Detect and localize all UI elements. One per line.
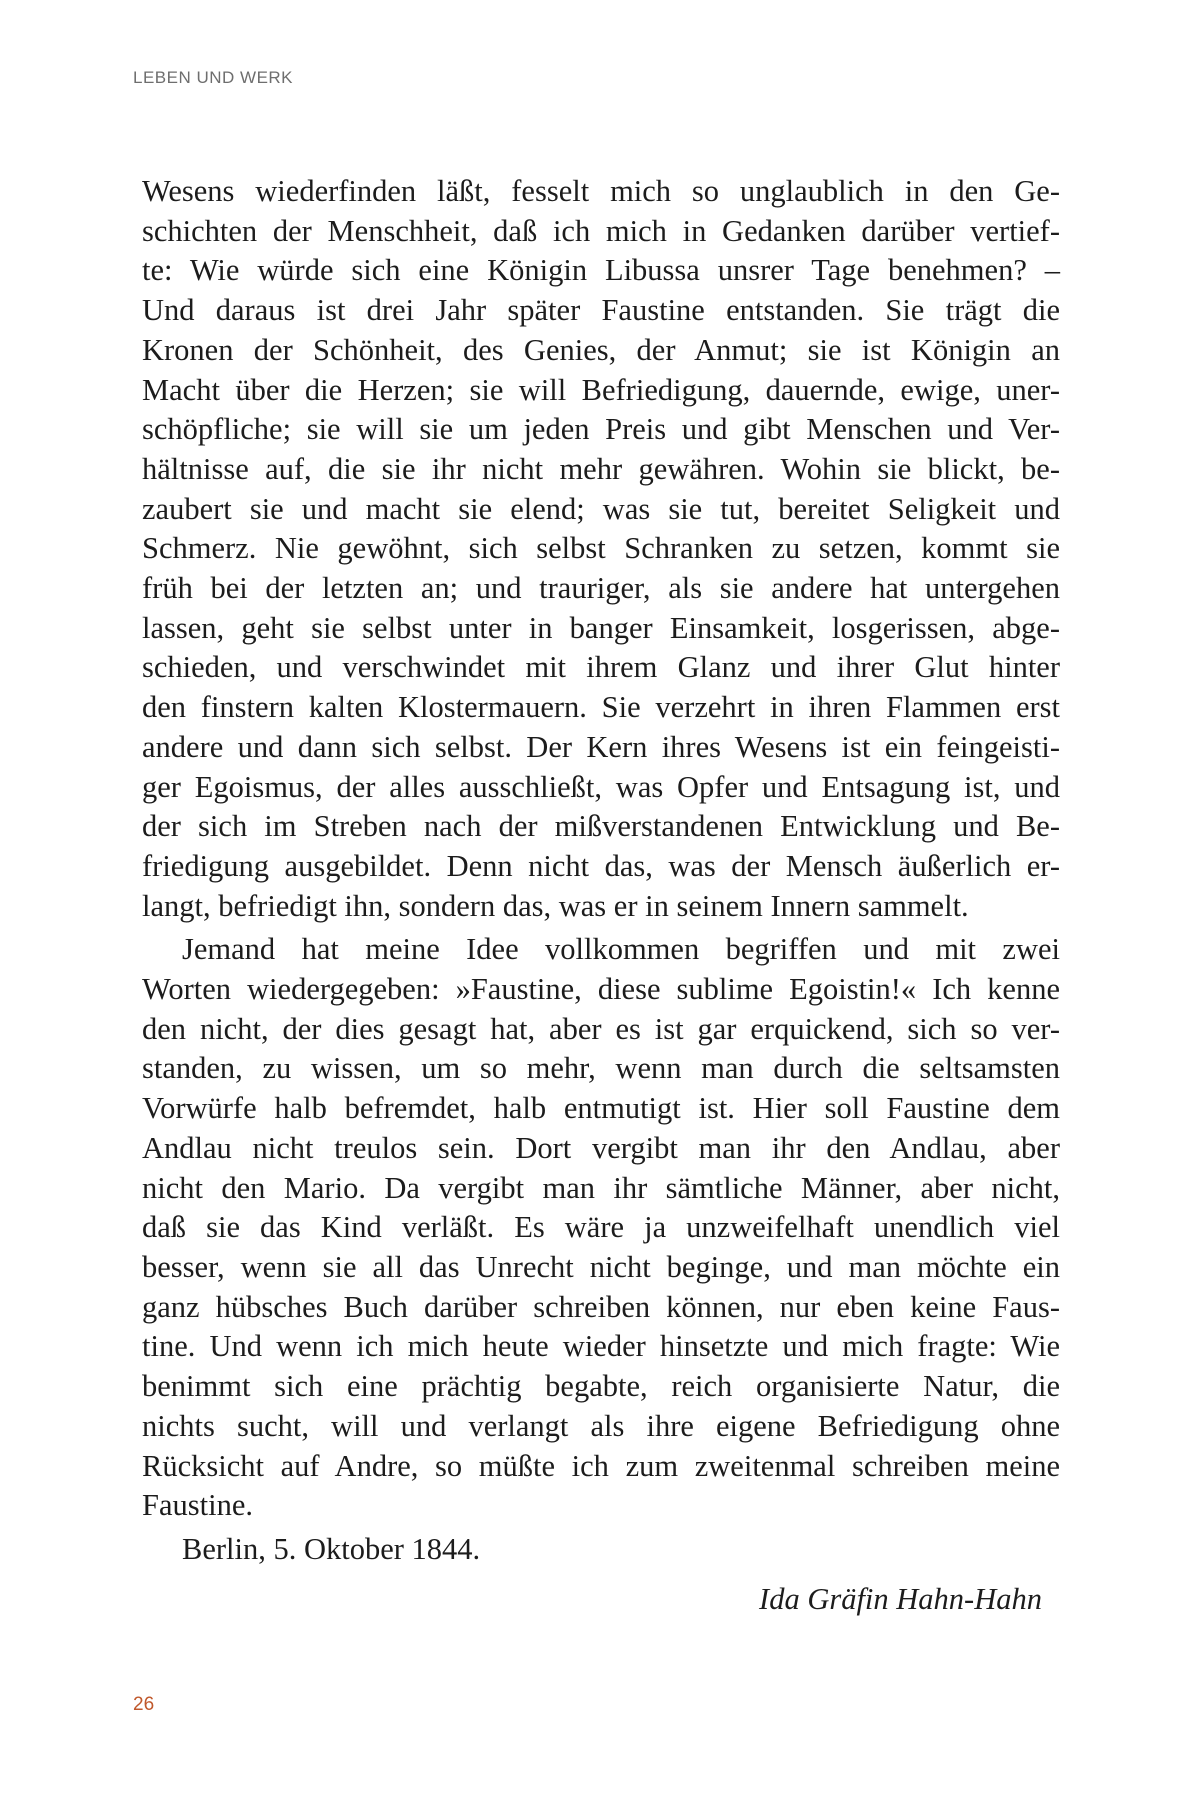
text-line: andere und dann sich selbst. Der Kern ihres Wesens ist ein feingeisti- [142,729,1060,764]
text-line: nichts sucht, will und verlangt als ihre eigene Befriedigung ohne [142,1408,1060,1443]
text-line: Kronen der Schönheit, des Genies, der Anmut; sie ist Königin an [142,332,1060,367]
text-line: früh bei der letzten an; und trauriger, als sie andere hat untergehen [142,571,1060,606]
body-text [142,172,1060,1619]
text-line: den finstern kalten Klostermauern. Sie verzehrt in ihren Flammen erst [142,690,1060,725]
text-line: te: Wie würde sich eine Königin Libussa unsrer Tage benehmen? – [142,253,1060,288]
text-line: Macht über die Herzen; sie will Befriedigung, dauernde, ewige, uner- [142,372,1060,407]
text-line: ganz hübsches Buch darüber schreiben können, nur eben keine Faus- [142,1289,1060,1324]
signature: Ida Gräfin Hahn-Hahn [759,1581,1042,1616]
text-line: lassen, geht sie selbst unter in banger Einsamkeit, losgerissen, abge- [142,610,1060,645]
text-line: Vorwürfe halb befremdet, halb entmutigt ist. Hier soll Faustine dem [142,1091,1060,1126]
text-line: schichten der Menschheit, daß ich mich in Gedanken darüber vertief- [142,213,1060,248]
text-line: nicht den Mario. Da vergibt man ihr sämtliche Männer, aber nicht, [142,1170,1060,1205]
text-line: schieden, und verschwindet mit ihrem Glanz und ihrer Glut hinter [142,650,1060,685]
text-line: Rücksicht auf Andre, so müßte ich zum zweitenmal schreiben meine [142,1448,1060,1483]
text-line: Wesens wiederfinden läßt, fesselt mich so unglaublich in den Ge- [142,174,1060,208]
text-line: Andlau nicht treulos sein. Dort vergibt man ihr den Andlau, aber [142,1130,1060,1165]
text-line: den nicht, der dies gesagt hat, aber es ist gar erquickend, sich so ver- [142,1011,1060,1046]
running-head: LEBEN UND WERK [133,68,294,87]
text-line: Worten wiedergegeben: »Faustine, diese sublime Egoistin!« Ich kenne [142,972,1060,1007]
text-line: Und daraus ist drei Jahr später Faustine entstanden. Sie trägt die [142,293,1060,328]
paragraph-1 [142,172,1060,926]
text-line: zaubert sie und macht sie elend; was sie tut, bereitet Seligkeit und [142,491,1060,526]
text-line: schöpfliche; sie will sie um jeden Preis und gibt Menschen und Ver- [142,412,1060,447]
text-line: besser, wenn sie all das Unrecht nicht beginge, und man möchte ein [142,1249,1060,1284]
text-line: friedigung ausgebildet. Denn nicht das, was der Mensch äußerlich er- [142,848,1060,883]
text-line: daß sie das Kind verläßt. Es wäre ja unzweifelhaft unendlich viel [142,1210,1060,1245]
text-line: der sich im Streben nach der mißverstandenen Entwicklung und Be- [142,809,1060,844]
text-line: tine. Und wenn ich mich heute wieder hinsetzte und mich fragte: Wie [142,1329,1060,1364]
text-line: ger Egoismus, der alles ausschließt, was Opfer und Entsagung ist, und [142,769,1060,804]
text-line: langt, befriedigt ihn, sondern das, was er in seinem Innern sammelt. [142,888,969,923]
dateline: Berlin, 5. Oktober 1844. [182,1531,481,1566]
text-line: Schmerz. Nie gewöhnt, sich selbst Schranken zu setzen, kommt sie [142,531,1060,566]
page-number: 26 [133,1694,155,1715]
text-line: standen, zu wissen, um so mehr, wenn man durch die seltsamsten [142,1051,1060,1086]
text-line: hältnisse auf, die sie ihr nicht mehr gewähren. Wohin sie blickt, be- [142,451,1060,486]
paragraph-2 [142,930,1060,1526]
text-line: Jemand hat meine Idee vollkommen begriffen und mit zwei [182,932,1060,967]
text-line: benimmt sich eine prächtig begabte, reich organisierte Natur, die [142,1369,1060,1404]
text-line: Faustine. [142,1488,253,1523]
